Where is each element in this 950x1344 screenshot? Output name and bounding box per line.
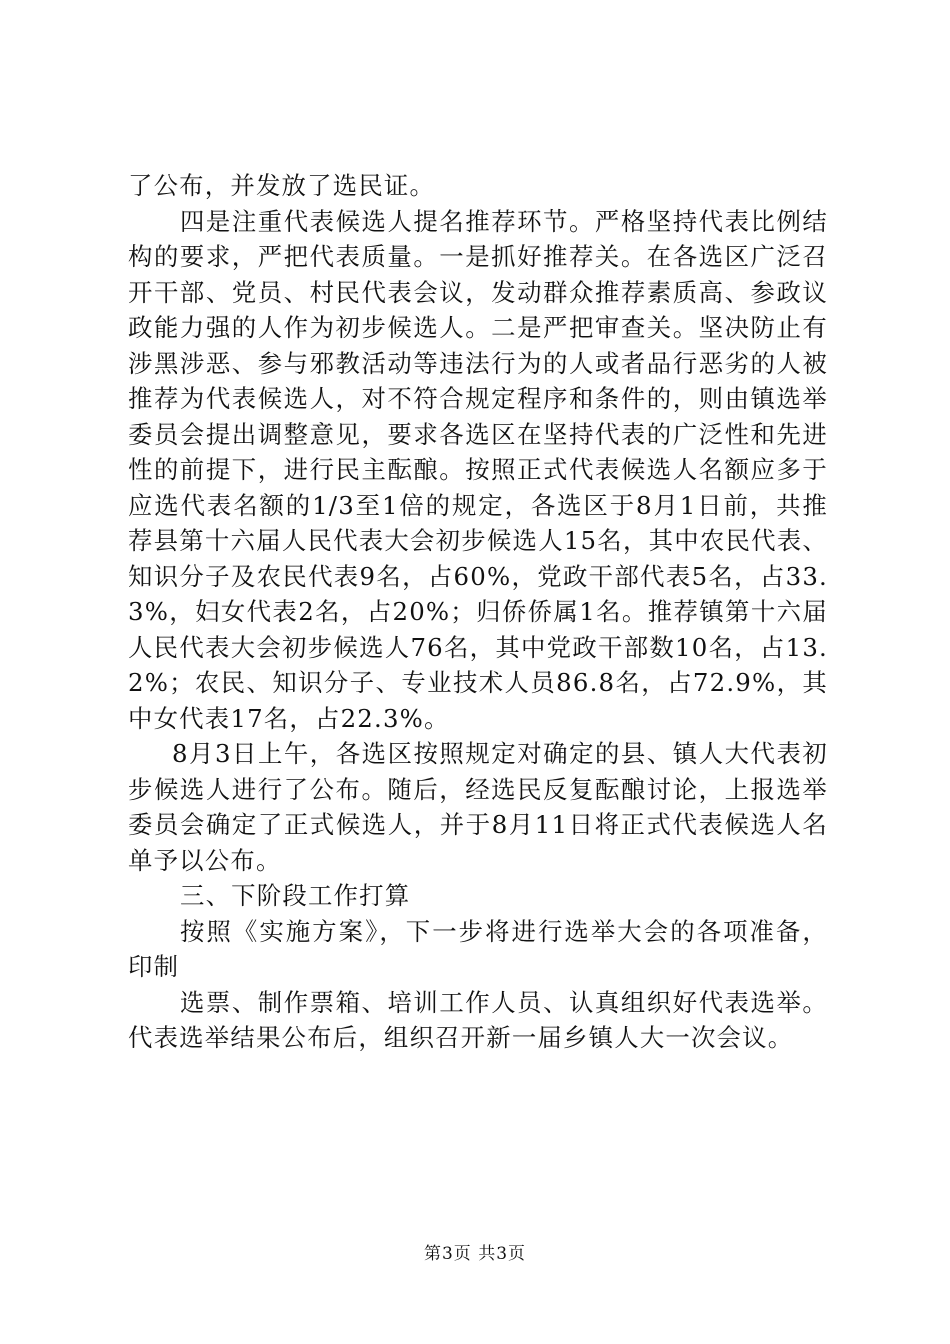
- paragraph-candidate-announcement: 8月3日上午，各选区按照规定对确定的县、镇人大代表初步候选人进行了公布。随后，经选民反复酝酿讨论，上报选举委员会确定了正式候选人，并于8月11日将正式代表候选人名单予以公布。: [128, 739, 828, 875]
- paragraph-implementation-plan: 按照《实施方案》，下一步将进行选举大会的各项准备，印制: [128, 916, 828, 981]
- paragraph-candidate-nomination: 四是注重代表候选人提名推荐环节。严格坚持代表比例结构的要求，严把代表质量。一是抓好推荐关。在各选区广泛召开干部、党员、村民代表会议，发动群众推荐素质高、参政议政能力强的人作为初步候选人。二是严把审查关。坚决防止有涉黑涉恶、参与邪教活动等违法行为的人或者品行恶劣的人被推荐为代表候选人，对不符合规定程序和条件的，则由镇选举委员会提出调整意见，要求各选区在坚持代表的广泛性和先进性的前提下，进行民主酝酿。按照正式代表候选人名额应多于应选代表名额的1/3至1倍的规定，各选区于8月1日前，共推荐县第十六届人民代表大会初步候选人15名，其中农民代表、知识分子及农民代表9名，占60%，党政干部代表5名，占33.3%，妇女代表2名，占20%；归侨侨属1名。推荐镇第十六届人民代表大会初步候选人76名，其中党政干部数10名，占13.2%；农民、知识分子、专业技术人员86.8名，占72.9%，其中女代表17名，占22.3%。: [128, 206, 828, 733]
- document-body: [128, 168, 828, 1056]
- page-number-footer: 第3页 共3页: [423, 1244, 527, 1264]
- paragraph-continuation: 了公布，并发放了选民证。: [128, 171, 436, 200]
- paragraph-election-preparation: 选票、制作票箱、培训工作人员、认真组织好代表选举。代表选举结果公布后，组织召开新一届乡镇人大一次会议。: [128, 987, 828, 1052]
- section-heading-next-stage: 三、下阶段工作打算: [180, 881, 411, 910]
